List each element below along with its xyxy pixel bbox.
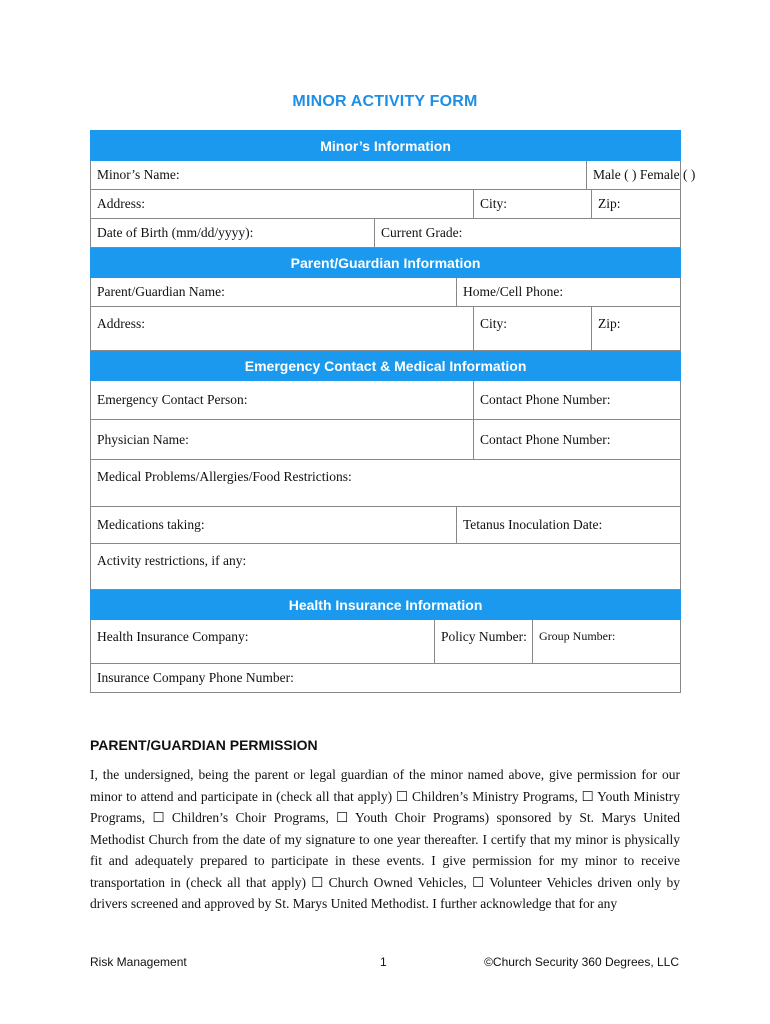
form-title: MINOR ACTIVITY FORM (292, 93, 478, 110)
minor-city-field[interactable]: City: (474, 190, 592, 219)
parent-address-field[interactable]: Address: (91, 307, 474, 351)
medical-problems-field[interactable]: Medical Problems/Allergies/Food Restrictions: (91, 460, 681, 507)
parent-zip-field[interactable]: Zip: (592, 307, 681, 351)
insurance-phone-field[interactable]: Insurance Company Phone Number: (91, 664, 681, 693)
insurance-company-field[interactable]: Health Insurance Company: (91, 620, 435, 664)
parent-info-heading: Parent/Guardian Information (91, 248, 681, 278)
parent-city-field[interactable]: City: (474, 307, 592, 351)
page-number: 1 (380, 955, 387, 969)
parent-phone-field[interactable]: Home/Cell Phone: (457, 278, 681, 307)
footer-left: Risk Management (90, 955, 187, 969)
emergency-contact-field[interactable]: Emergency Contact Person: (91, 381, 474, 420)
minor-dob-field[interactable]: Date of Birth (mm/dd/yyyy): (91, 219, 375, 248)
insurance-info-heading: Health Insurance Information (91, 590, 681, 620)
policy-number-field[interactable]: Policy Number: (435, 620, 533, 664)
emergency-info-heading: Emergency Contact & Medical Information (91, 351, 681, 381)
physician-name-field[interactable]: Physician Name: (91, 420, 474, 460)
group-number-field[interactable]: Group Number: (533, 620, 681, 664)
permission-heading: PARENT/GUARDIAN PERMISSION (90, 737, 318, 753)
minor-address-field[interactable]: Address: (91, 190, 474, 219)
minor-gender-field[interactable]: Male ( ) Female ( ) (587, 161, 681, 190)
activity-restrictions-field[interactable]: Activity restrictions, if any: (91, 544, 681, 590)
permission-text: I, the undersigned, being the parent or legal guardian of the minor named above, give permission for our minor to attend and participate in (check all that apply) ☐ Children’s Ministry Programs, ☐ Youth Ministry Programs, ☐ Children’s Choir Programs, ☐ Youth Choir Programs) sponsored by St. Marys United Methodist Church from the date of my signature to one year thereafter. I certify that my minor is physically fit and adequately prepared to participate in these events. I give permission for my minor to receive transportation in (check all that apply) ☐ Church Owned Vehicles, ☐ Volunteer Vehicles driven only by drivers screened and approved by St. Marys United Methodist. I further acknowledge that for any (90, 767, 680, 911)
physician-phone-field[interactable]: Contact Phone Number: (474, 420, 681, 460)
minor-name-field[interactable]: Minor’s Name: (91, 161, 587, 190)
medications-field[interactable]: Medications taking: (91, 507, 457, 544)
parent-name-field[interactable]: Parent/Guardian Name: (91, 278, 457, 307)
minor-grade-field[interactable]: Current Grade: (375, 219, 681, 248)
tetanus-date-field[interactable]: Tetanus Inoculation Date: (457, 507, 681, 544)
minor-info-heading: Minor’s Information (91, 131, 681, 161)
minor-zip-field[interactable]: Zip: (592, 190, 681, 219)
footer-copyright: ©Church Security 360 Degrees, LLC (484, 955, 679, 969)
minor-activity-form-table (90, 130, 696, 693)
emergency-phone-field[interactable]: Contact Phone Number: (474, 381, 681, 420)
